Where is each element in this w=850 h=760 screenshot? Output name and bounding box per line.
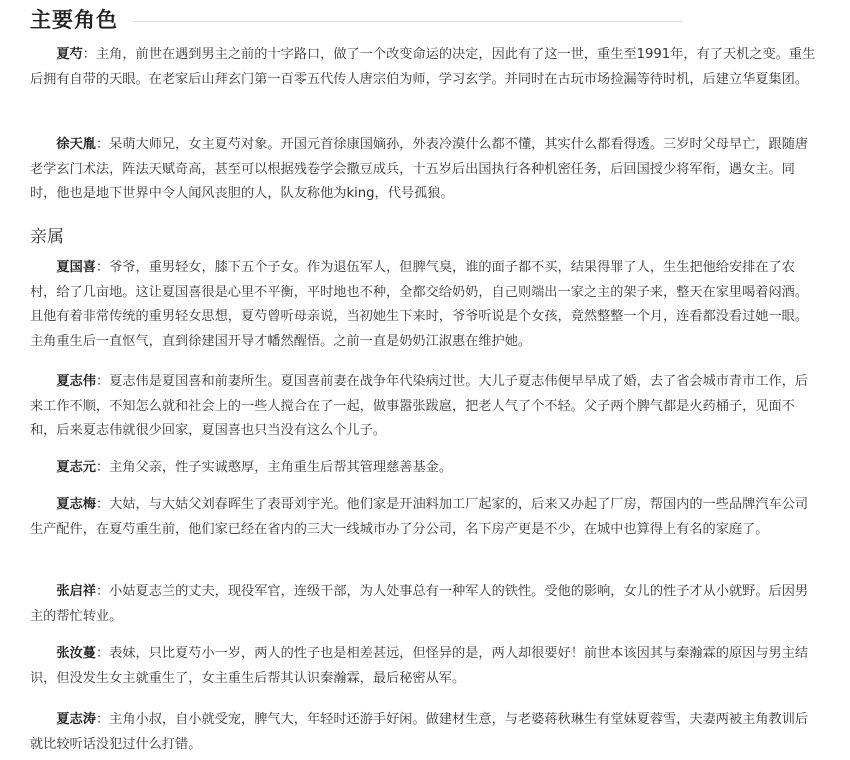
character-desc: ：大姑，与大姑父刘春晖生了表哥刘宇光。他们家是开油料加工厂起家的，后来又办起了厂房，帮国内的一些品牌汽车公司生产配件，在夏芍重生前，他们家已经在省内的三大一线城市办了分公司，名下房产更是不少，在城中也算得上有名的家庭了。: [30, 497, 809, 537]
heading-divider: [132, 21, 682, 22]
character-desc: ：爷爷，重男轻女，膝下五个子女。作为退伍军人，但脾气臭，谁的面子都不买，结果得罪了人，生生把他给安排在了农村，给了几亩地。这让夏国喜很是心里不平衡，平时地也不种，全都交给奶奶，自己则端出一家之主的架子来，整天在家里喝着闷酒。且他有着非常传统的重男轻女思想，夏芍曾听母亲说，当初她生下来时，爷爷听说是个女孩，竟然整整一个月，连看都没看过她一眼。主角重生后一直怄气，直到徐建国开导才幡然醒悟。之前一直是奶奶江淑惠在维护她。: [30, 260, 809, 349]
relatives-heading: 亲属: [30, 227, 64, 247]
character-entry-xiazhimei: [30, 493, 816, 542]
character-entry-xiaguoxi: [30, 256, 816, 354]
character-name: 夏国喜: [56, 260, 96, 275]
main-characters-heading: [30, 4, 682, 34]
character-name: 张启祥: [56, 584, 96, 599]
character-desc: ：主角，前世在遇到男主之前的十字路口，做了一个改变命运的决定，因此有了这一世，重生至1991年，有了天机之变。重生后拥有自带的天眼。在老家后山拜玄门第一百零五代传人唐宗伯为师，学习玄学。并同时在古玩市场捡漏等待时机，后建立华夏集团。: [30, 47, 816, 87]
character-entry-xiazhiwei: [30, 370, 816, 444]
character-entry-zhangruman: [30, 642, 816, 691]
character-name: 徐天胤: [56, 137, 96, 152]
character-desc: ：表妹，只比夏芍小一岁，两人的性子也是相差甚远，但怪异的是，两人却很要好！前世本该因其与秦瀚霖的原因与男主结识，但没发生女主就重生了，女主重生后帮其认识秦瀚霖，最后秘密从军。: [30, 646, 809, 686]
character-name: 夏志伟: [56, 374, 96, 389]
main-characters-title: 主要角色: [30, 8, 118, 32]
character-name: 夏志梅: [56, 497, 96, 512]
character-entry-xutianyin: [30, 133, 816, 207]
character-entry-xiashao: [30, 43, 816, 92]
character-desc: ：主角父亲，性子实诚憨厚，主角重生后帮其管理慈善基金。: [95, 460, 453, 475]
character-name: 张汝蔓: [56, 646, 96, 661]
character-name: 夏志元: [56, 460, 96, 475]
character-entry-zhangqixiang: [30, 580, 816, 629]
character-entry-xiazhiyuan: [30, 456, 816, 481]
character-name: 夏志涛: [56, 712, 96, 727]
character-desc: ：小姑夏志兰的丈夫，现役军官，连级干部，为人处事总有一种军人的铁性。受他的影响，女儿的性子才从小就野。后因男主的帮忙转业。: [30, 584, 809, 624]
character-desc: ：夏志伟是夏国喜和前妻所生。夏国喜前妻在战争年代染病过世。大儿子夏志伟便早早成了婚，去了省会城市青市工作，后来工作不顺，不知怎么就和社会上的一些人搅合在了一起，做事嚣张跋扈，把老人气了个不轻。父子两个脾气都是火药桶子，见面不和，后来夏志伟就很少回家，夏国喜也只当没有这么个儿子。: [30, 374, 809, 438]
character-desc: ：主角小叔，自小就受宠，脾气大，年轻时还游手好闲。做建材生意，与老婆蒋秋琳生有堂妹夏蓉雪，夫妻两被主角教训后就比较听话没犯过什么打错。: [30, 712, 809, 752]
character-name: 夏芍: [56, 47, 83, 62]
character-entry-xiazhitao: [30, 708, 816, 757]
character-desc: ：呆萌大师兄，女主夏芍对象。开国元首徐康国嫡孙，外表冷漠什么都不懂，其实什么都看得透。三岁时父母早亡，跟随唐老学玄门术法，阵法天赋奇高，甚至可以根据残卷学会撒豆成兵，十五岁后出国执行各种机密任务，后回国授少将军衔，遇女主。同时，他也是地下世界中令人闻风丧胆的人，队友称他为king，代号孤狼。: [30, 137, 809, 201]
